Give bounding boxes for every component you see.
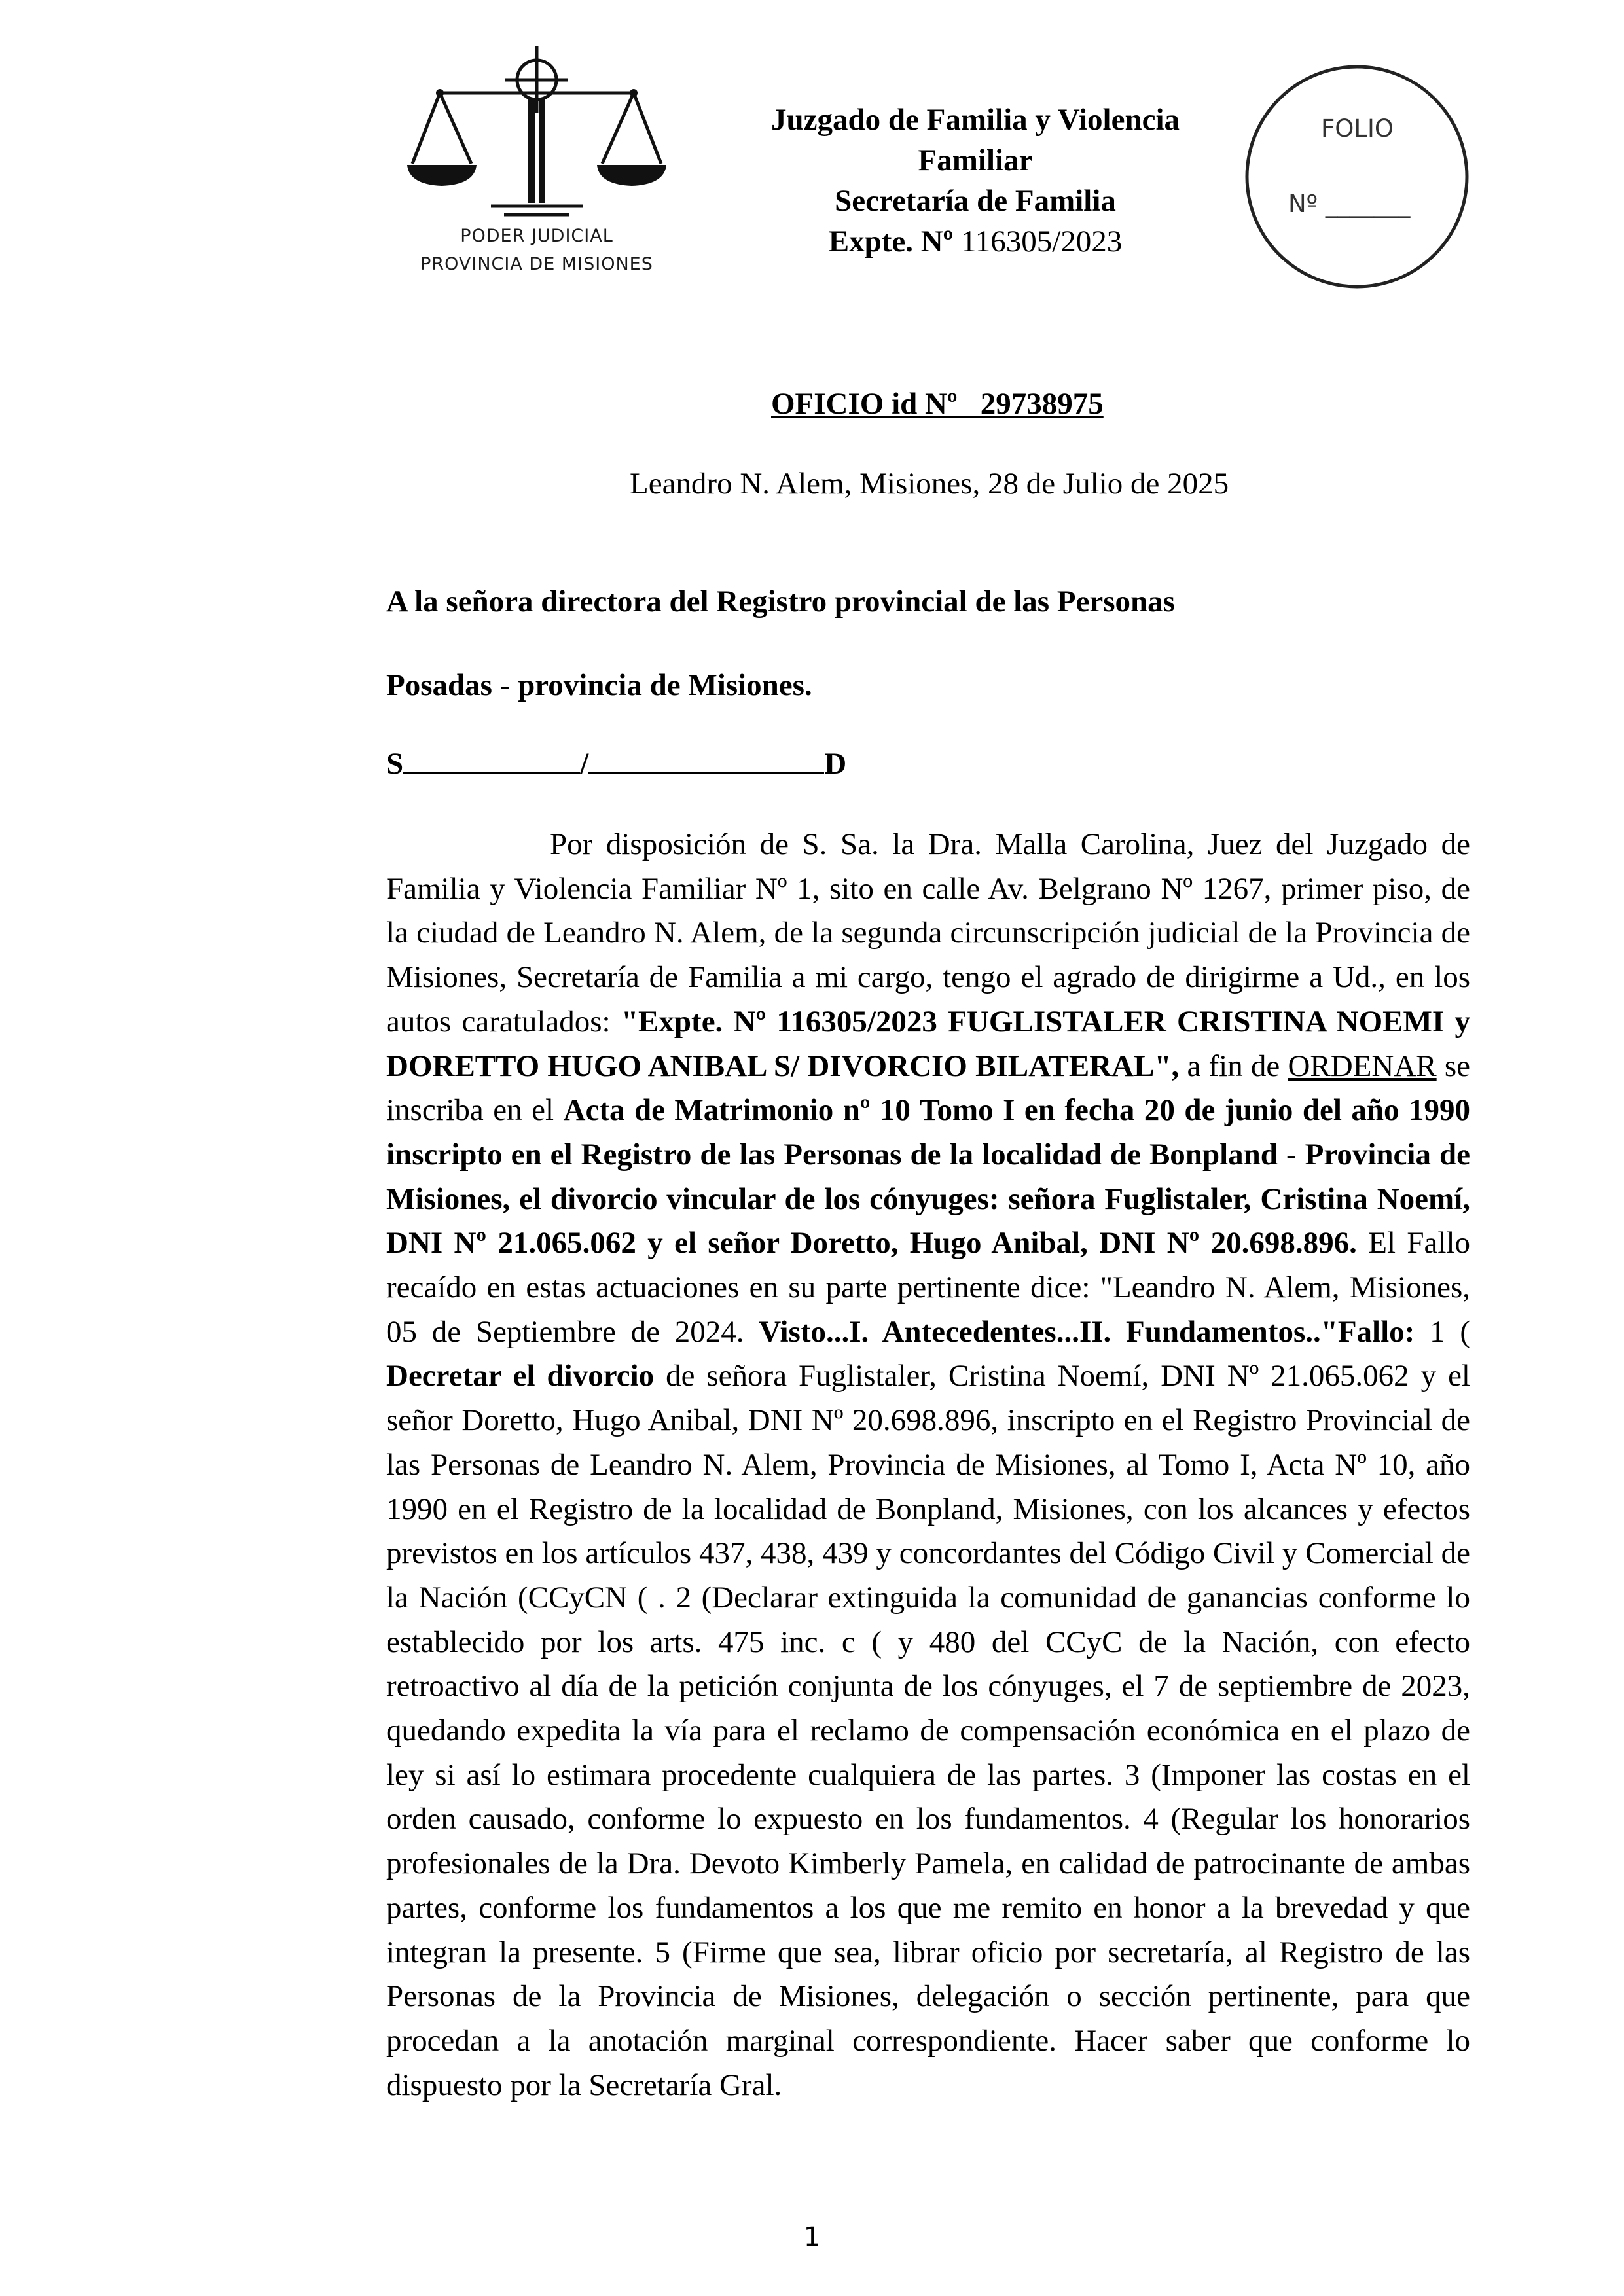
sd-s: S: [386, 747, 404, 781]
judicial-logo: [393, 39, 681, 295]
body-seg-3: se inscriba en el: [386, 1049, 1470, 1128]
body-text: [386, 823, 1470, 2108]
body-ordenar: ORDENAR: [1288, 1049, 1437, 1083]
body-seg-2: a fin de: [1179, 1049, 1288, 1083]
sd-d: D: [824, 747, 847, 781]
body-seg-6: de señora Fuglistaler, Cristina Noemí, DNI Nº 21.065.062 y el señor Doretto, Hugo Anibal, DNI Nº 20.698.896, inscripto en el Registro Provincial de las Personas de Leandro N. Alem, Provincia de Misiones, al Tomo I, Acta Nº 10, año 1990 en el Registro de la localidad de Bonpland, Misiones, con los alcances y efectos previstos en los artículos 437, 438, 439 y concordantes del Código Civil y Comercial de la Nación (CCyCN ( . 2 (Declarar extinguida la comunidad de ganancias conforme lo establecido por los arts. 475 inc. c ( y 480 del CCyC de la Nación, con efecto retroactivo al día de la petición conjunta de los cónyuges, el 7 de septiembre de 2023, quedando expedita la vía para el reclamo de compensación económica en el plazo de ley si así lo estimara procedente cualquiera de las partes. 3 (Imponer las costas en el orden causado, conforme lo expuesto en los fundamentos. 4 (Regular los honorarios profesionales de la Dra. Devoto Kimberly Pamela, en calidad de patrocinante de ambas partes, conforme los fundamentos a los que me remito en honor a la brevedad y que integran la presente. 5 (Firme que sea, librar oficio por secretaría, al Registro de las Personas de la Provincia de Misiones, delegación o sección pertinente, para que procedan a la anotación marginal correspondiente. Hacer saber que conforme lo dispuesto por la Secretaría Gral.: [386, 1359, 1470, 2102]
folio-stamp: [1242, 62, 1471, 291]
expte-line: [687, 221, 1263, 262]
addressee-line1: A la señora directora del Registro provincial de las Personas: [386, 584, 1175, 619]
addressee-line2: Posadas - provincia de Misiones.: [386, 668, 812, 702]
court-heading: [687, 99, 1263, 262]
scales-of-justice-icon: [393, 39, 681, 229]
sd-slash: /: [580, 747, 589, 781]
folio-number-field: Nº _______: [1288, 190, 1411, 218]
body-bold-case-title: "Expte. Nº 116305/2023 FUGLISTALER CRISTINA NOEMI y DORETTO HUGO ANIBAL S/ DIVORCIO BILATERAL",: [386, 1004, 1470, 1083]
expte-label: Expte. Nº: [828, 224, 954, 259]
oficio-title: OFICIO id Nº 29738975: [771, 387, 1104, 421]
logo-caption-line1: PODER JUDICIAL: [460, 226, 613, 246]
expte-number: 116305/2023: [960, 224, 1123, 259]
body-bold-decretar: Decretar el divorcio: [386, 1359, 655, 1393]
place-date: Leandro N. Alem, Misiones, 28 de Julio de 2025: [630, 467, 1229, 501]
body-seg-5: 1 (: [1415, 1314, 1470, 1349]
page-number: 1: [803, 2222, 821, 2252]
body-seg-4: El Fallo recaído en estas actuaciones en su parte pertinente dice: "Leandro N. Alem, Misiones, 05 de Septiembre de 2024.: [386, 1226, 1470, 1349]
body-bold-visto: Visto...I. Antecedentes...II. Fundamentos.."Fallo:: [759, 1314, 1415, 1349]
court-name-line1: Juzgado de Familia y Violencia: [770, 103, 1180, 137]
body-bold-acta: Acta de Matrimonio nº 10 Tomo I en fecha 20 de junio del año 1990 inscripto en el Registro de las Personas de la localidad de Bonpland - Provincia de Misiones, el divorcio vincular de los cónyuges: señora Fuglistaler, Cristina Noemí, DNI Nº 21.065.062 y el señor Doretto, Hugo Anibal, DNI Nº 20.698.896.: [386, 1093, 1470, 1261]
folio-label: FOLIO: [1321, 115, 1394, 143]
logo-caption-line2: PROVINCIA DE MISIONES: [420, 254, 653, 274]
secretaria-name: Secretaría de Familia: [835, 184, 1116, 218]
body-paragraph: [386, 823, 1470, 2108]
sd-blank-1: [403, 747, 580, 774]
body-seg-1: Por disposición de S. Sa. la Dra. Malla Carolina, Juez del Juzgado de Familia y Violencia Familiar Nº 1, sito en calle Av. Belgrano Nº 1267, primer piso, de la ciudad de Leandro N. Alem, de la segunda circunscripción judicial de la Provincia de Misiones, Secretaría de Familia a mi cargo, tengo el agrado de dirigirme a Ud., en los autos caratulados:: [386, 827, 1470, 1039]
sd-blank-2: [588, 747, 824, 774]
sd-line: [386, 746, 846, 781]
folio-circle-icon: [1242, 62, 1471, 291]
court-name-line2: Familiar: [918, 143, 1033, 177]
